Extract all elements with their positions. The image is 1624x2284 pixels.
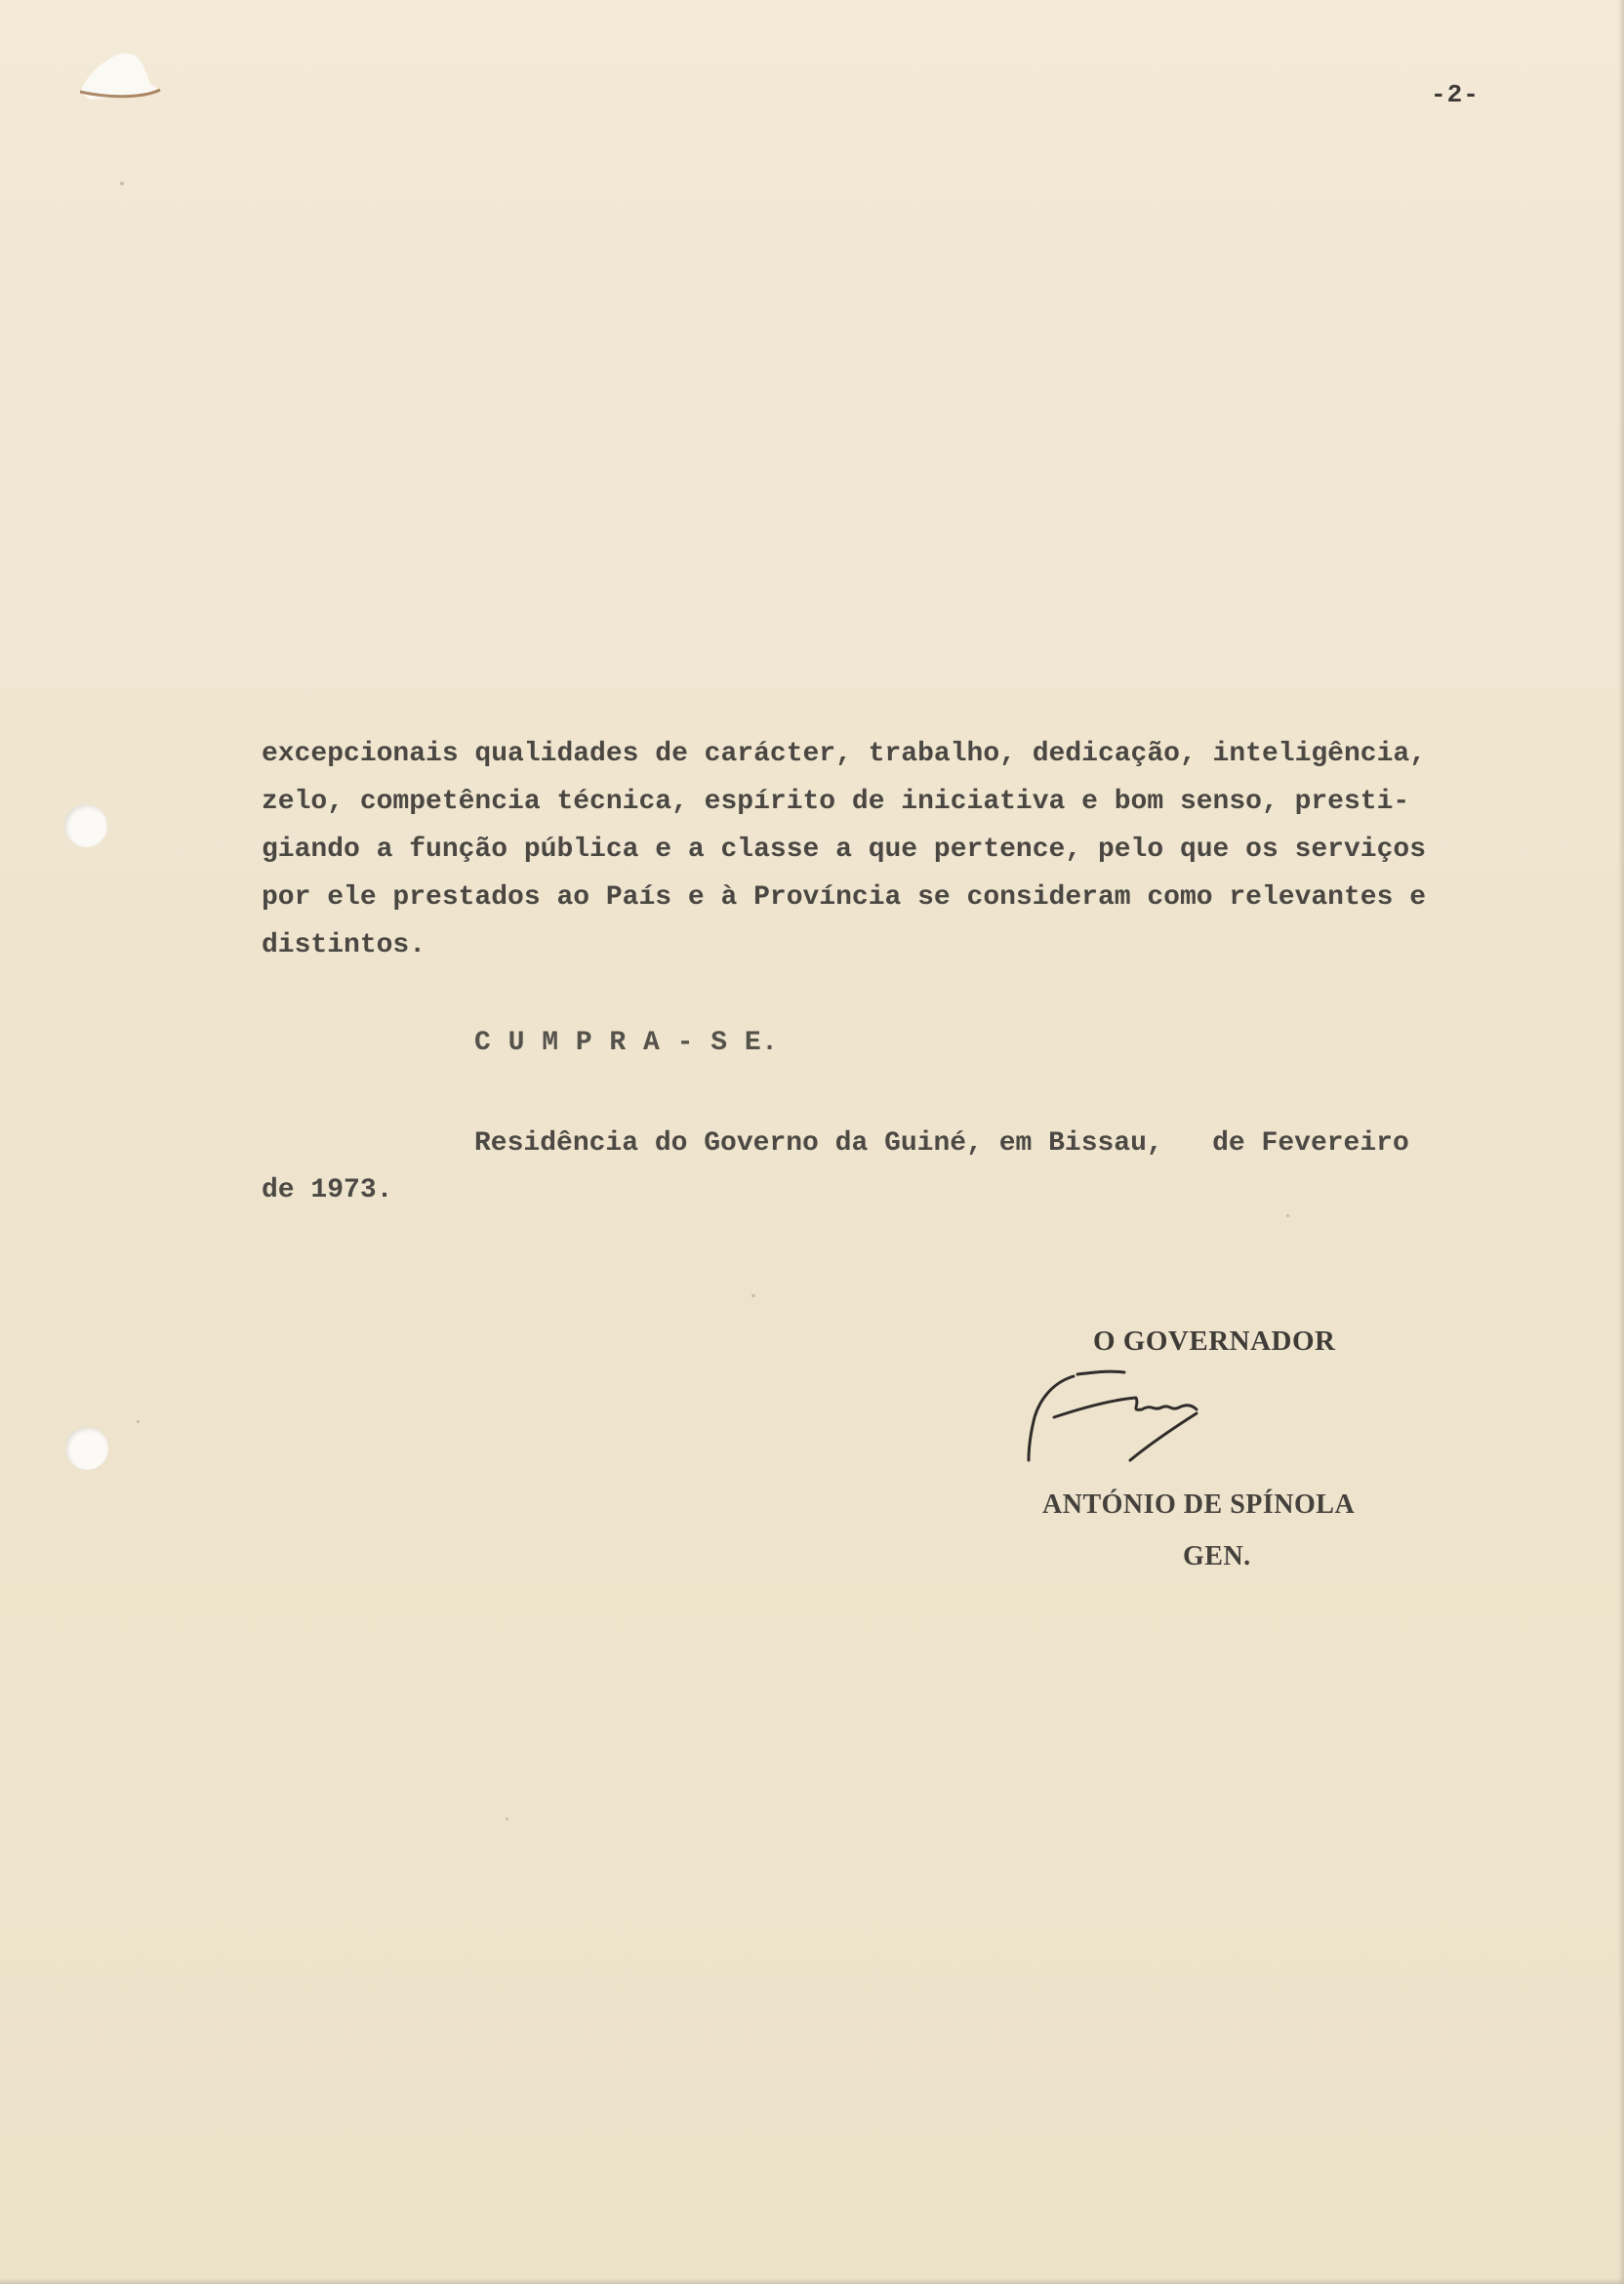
handwritten-signature [1015,1359,1249,1476]
paper-speck [506,1817,508,1820]
place-date-line: Residência do Governo da Guiné, em Bissau, de Fevereiro [474,1128,1409,1159]
paragraph-line: por ele prestados ao País e à Província se consideram como relevantes e [262,882,1426,913]
signatory-rank: GEN. [1183,1541,1251,1571]
paragraph-line: distintos. [262,930,426,960]
paper-speck [137,1420,140,1423]
paper-speck [1286,1214,1289,1217]
paper-speck [751,1294,755,1297]
paragraph-line: excepcionais qualidades de carácter, trabalho, dedicação, inteligência, [262,739,1426,769]
order-cumpra-se: C U M P R A - S E. [474,1028,779,1058]
paragraph-line: zelo, competência técnica, espírito de iniciativa e bom senso, presti- [262,787,1410,817]
paragraph-line: giando a função pública e a classe a que pertence, pelo que os serviços [262,835,1426,865]
torn-paper-mark [78,47,162,102]
page-edge-shadow [1618,0,1624,2284]
page-number: -2- [1431,80,1480,109]
signature-title: O GOVERNADOR [1093,1326,1336,1357]
body-paragraph [262,730,1530,969]
page-bottom-shadow [0,2278,1624,2284]
year-line: de 1973. [262,1175,393,1205]
punch-hole-top [64,804,107,847]
punch-hole-bottom [65,1427,108,1470]
paper-speck [120,182,124,185]
signatory-name: ANTÓNIO DE SPÍNOLA [1042,1489,1356,1520]
